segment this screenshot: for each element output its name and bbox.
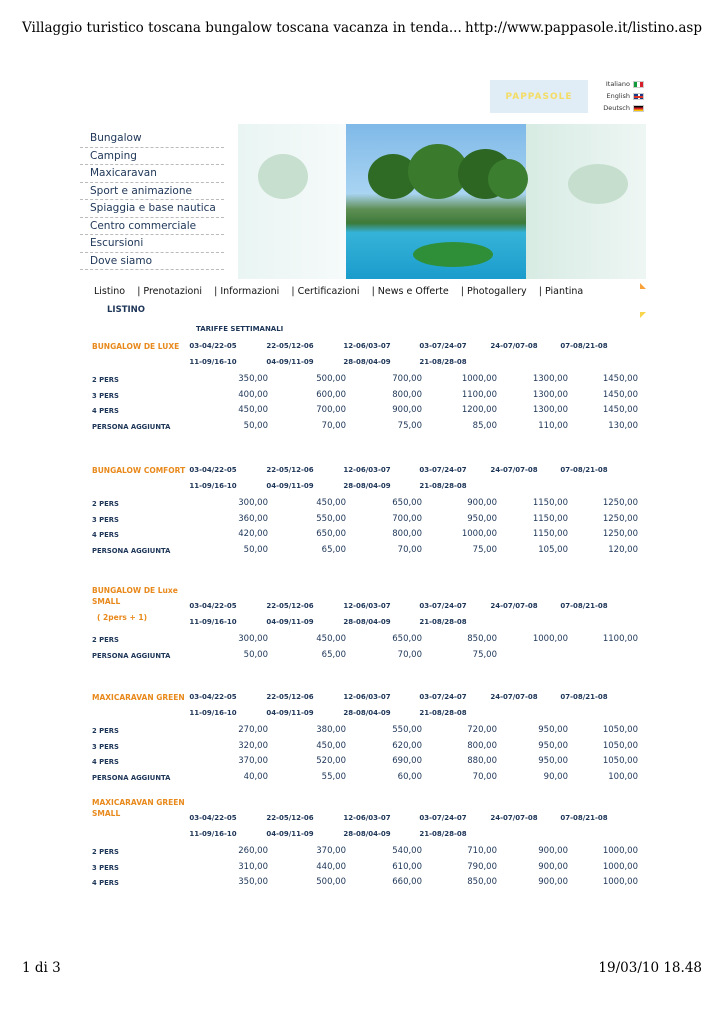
period-header: 21-08/28-08 [419, 618, 467, 626]
table-title: MAXICARAVAN GREEN [92, 693, 185, 702]
row-label: 3 PERS [92, 863, 119, 872]
period-header: 28-08/04-09 [343, 618, 391, 626]
table-subtitle: ( 2pers + 1) [97, 613, 148, 622]
price-cell: 1250,00 [602, 513, 638, 524]
price-cell: 1050,00 [602, 740, 638, 751]
language-english[interactable] [607, 92, 644, 100]
period-header: 11-09/16-10 [189, 358, 237, 366]
sidebar-item-bungalow[interactable]: Bungalow [80, 130, 224, 148]
price-cell: 1150,00 [532, 529, 568, 539]
sidebar-menu [80, 130, 224, 270]
period-header: 11-09/16-10 [189, 830, 237, 838]
sidebar-item-camping[interactable]: Camping [80, 148, 224, 166]
price-cell: 950,00 [538, 756, 568, 766]
period-header: 24-07/07-08 [490, 466, 538, 474]
site-logo[interactable] [490, 80, 588, 113]
period-header: 11-09/16-10 [189, 482, 237, 490]
print-header [22, 20, 702, 40]
period-header: 04-09/11-09 [266, 709, 314, 717]
sidebar-item-dove-siamo[interactable]: Dove siamo [80, 253, 224, 271]
sidebar-item-escursioni[interactable]: Escursioni [80, 235, 224, 253]
sidebar-item-sport[interactable]: Sport e animazione [80, 183, 224, 201]
price-cell: 1150,00 [532, 513, 568, 524]
price-cell: 75,00 [397, 420, 422, 431]
period-header: 03-04/22-05 [189, 602, 237, 610]
period-header: 21-08/28-08 [419, 482, 467, 490]
sidebar-item-maxicaravan[interactable]: Maxicaravan [80, 165, 224, 183]
price-cell: 65,00 [321, 544, 346, 555]
row-label: 4 PERS [92, 407, 119, 415]
price-cell: 300,00 [238, 498, 268, 508]
language-label: Italiano [605, 80, 630, 88]
period-header: 21-08/28-08 [419, 830, 467, 838]
price-cell: 300,00 [238, 634, 268, 644]
row-label: 2 PERS [92, 376, 119, 384]
period-header: 07-08/21-08 [560, 693, 608, 701]
nav-prenotazioni[interactable]: Prenotazioni [143, 286, 203, 297]
top-nav [94, 286, 583, 297]
price-cell: 700,00 [316, 405, 346, 415]
period-header: 22-05/12-06 [266, 342, 314, 350]
nav-separator: | [291, 286, 295, 297]
price-cell: 55,00 [321, 771, 346, 782]
period-header: 22-05/12-06 [266, 466, 314, 474]
corner-decoration [640, 283, 646, 289]
price-cell: 50,00 [243, 649, 268, 660]
price-cell: 650,00 [392, 634, 422, 644]
period-header: 12-06/03-07 [343, 814, 391, 822]
price-cell: 320,00 [238, 740, 268, 751]
period-header: 03-07/24-07 [419, 814, 467, 822]
section-title: LISTINO [107, 305, 146, 315]
period-header: 03-04/22-05 [189, 342, 237, 350]
price-cell: 70,00 [397, 649, 422, 660]
price-cell: 720,00 [467, 725, 497, 735]
price-cell: 1150,00 [532, 498, 568, 508]
period-header: 12-06/03-07 [343, 342, 391, 350]
logo-mark: PAPPASOLE [505, 91, 573, 102]
price-cell: 650,00 [316, 529, 346, 539]
sidebar-item-centro-commerciale[interactable]: Centro commerciale [80, 218, 224, 236]
price-cell: 440,00 [316, 861, 346, 872]
price-cell: 1200,00 [461, 405, 497, 415]
nav-separator: | [137, 286, 141, 297]
print-datetime: 19/03/10 18.48 [598, 960, 702, 976]
price-cell: 550,00 [392, 725, 422, 735]
price-cell: 350,00 [238, 877, 268, 887]
price-cell: 500,00 [316, 877, 346, 887]
price-cell: 370,00 [316, 846, 346, 856]
period-header: 11-09/16-10 [189, 709, 237, 717]
period-header: 07-08/21-08 [560, 602, 608, 610]
print-footer [22, 960, 702, 980]
price-cell: 360,00 [238, 513, 268, 524]
price-cell: 650,00 [392, 498, 422, 508]
row-label: 2 PERS [92, 500, 119, 508]
weekly-rates-label: TARIFFE SETTIMANALI [196, 325, 284, 333]
row-label: PERSONA AGGIUNTA [92, 651, 171, 660]
nav-separator: | [214, 286, 218, 297]
price-cell: 110,00 [538, 420, 568, 431]
period-header: 07-08/21-08 [560, 466, 608, 474]
price-cell: 75,00 [472, 649, 497, 660]
price-cell: 620,00 [392, 740, 422, 751]
price-cell: 900,00 [538, 877, 568, 887]
price-cell: 70,00 [397, 544, 422, 555]
language-label: Deutsch [603, 104, 630, 112]
period-header: 03-07/24-07 [419, 602, 467, 610]
table-title: BUNGALOW DE Luxe SMALL [92, 586, 178, 606]
price-cell: 105,00 [538, 544, 568, 555]
price-cell: 1250,00 [602, 529, 638, 539]
period-header: 03-07/24-07 [419, 693, 467, 701]
price-cell: 1450,00 [602, 405, 638, 415]
price-cell: 880,00 [467, 756, 497, 766]
row-label: PERSONA AGGIUNTA [92, 773, 171, 782]
period-header: 22-05/12-06 [266, 814, 314, 822]
period-header: 04-09/11-09 [266, 358, 314, 366]
price-cell: 70,00 [472, 771, 497, 782]
price-cell: 310,00 [238, 861, 268, 872]
nav-certificazioni[interactable]: Certificazioni [297, 286, 360, 297]
price-cell: 1000,00 [602, 861, 638, 872]
price-cell: 350,00 [238, 374, 268, 384]
row-label: 3 PERS [92, 742, 119, 751]
table-title: BUNGALOW COMFORT [92, 466, 186, 475]
price-cell: 800,00 [467, 740, 497, 751]
price-cell: 1000,00 [461, 529, 497, 539]
price-cell: 850,00 [467, 877, 497, 887]
header-photo [238, 124, 646, 279]
price-cell: 450,00 [316, 498, 346, 508]
price-cell: 1000,00 [602, 846, 638, 856]
print-url[interactable]: http://www.pappasole.it/listino.asp [465, 20, 702, 36]
period-header: 03-07/24-07 [419, 342, 467, 350]
price-cell: 450,00 [238, 405, 268, 415]
price-cell: 1250,00 [602, 498, 638, 508]
it-flag-icon [633, 81, 644, 88]
period-header: 28-08/04-09 [343, 358, 391, 366]
period-header: 21-08/28-08 [419, 709, 467, 717]
row-label: 4 PERS [92, 879, 119, 887]
nav-separator: | [538, 286, 542, 297]
period-header: 04-09/11-09 [266, 830, 314, 838]
language-label: English [606, 92, 630, 100]
row-label: 4 PERS [92, 758, 119, 766]
language-deutsch[interactable] [603, 104, 644, 112]
price-cell: 1050,00 [602, 725, 638, 735]
price-cell: 1100,00 [602, 634, 638, 644]
period-header: 03-04/22-05 [189, 466, 237, 474]
row-label: 4 PERS [92, 531, 119, 539]
language-italiano[interactable] [606, 80, 644, 88]
price-cell: 1100,00 [461, 389, 497, 400]
price-cell: 450,00 [316, 634, 346, 644]
period-header: 22-05/12-06 [266, 602, 314, 610]
table-title: BUNGALOW DE LUXE [92, 342, 180, 351]
price-cell: 85,00 [472, 420, 497, 431]
period-header: 04-09/11-09 [266, 618, 314, 626]
price-cell: 1000,00 [461, 374, 497, 384]
price-cell: 60,00 [397, 771, 422, 782]
price-cell: 1300,00 [532, 405, 568, 415]
period-header: 28-08/04-09 [343, 830, 391, 838]
price-cell: 700,00 [392, 513, 422, 524]
price-cell: 700,00 [392, 374, 422, 384]
period-header: 24-07/07-08 [490, 814, 538, 822]
page-number: 1 di 3 [22, 960, 61, 976]
price-cell: 900,00 [392, 405, 422, 415]
price-cell: 370,00 [238, 756, 268, 766]
nav-separator: | [460, 286, 464, 297]
row-label: 3 PERS [92, 515, 119, 524]
price-cell: 710,00 [467, 846, 497, 856]
price-cell: 520,00 [316, 756, 346, 766]
price-cell: 500,00 [316, 374, 346, 384]
row-label: PERSONA AGGIUNTA [92, 546, 171, 555]
price-cell: 420,00 [238, 529, 268, 539]
period-header: 22-05/12-06 [266, 693, 314, 701]
table-title: MAXICARAVAN GREEN SMALL [92, 798, 185, 818]
price-cell: 660,00 [392, 877, 422, 887]
period-header: 12-06/03-07 [343, 693, 391, 701]
price-cell: 800,00 [392, 389, 422, 400]
sidebar-item-spiaggia[interactable]: Spiaggia e base nautica [80, 200, 224, 218]
price-cell: 950,00 [467, 513, 497, 524]
nav-informazioni[interactable]: Informazioni [220, 286, 280, 297]
price-cell: 690,00 [392, 756, 422, 766]
period-header: 21-08/28-08 [419, 358, 467, 366]
row-label: 2 PERS [92, 848, 119, 856]
price-cell: 610,00 [392, 861, 422, 872]
price-cell: 380,00 [316, 725, 346, 735]
row-label: 3 PERS [92, 391, 119, 400]
period-header: 04-09/11-09 [266, 482, 314, 490]
de-flag-icon [633, 105, 644, 112]
period-header: 24-07/07-08 [490, 602, 538, 610]
price-cell: 550,00 [316, 513, 346, 524]
uk-flag-icon [633, 93, 644, 100]
period-header: 03-07/24-07 [419, 466, 467, 474]
price-cell: 50,00 [243, 420, 268, 431]
row-label: PERSONA AGGIUNTA [92, 422, 171, 431]
nav-separator: | [371, 286, 375, 297]
price-cell: 70,00 [321, 420, 346, 431]
price-cell: 600,00 [316, 389, 346, 400]
price-cell: 790,00 [467, 861, 497, 872]
period-header: 03-04/22-05 [189, 693, 237, 701]
row-label: 2 PERS [92, 636, 119, 644]
price-cell: 900,00 [538, 861, 568, 872]
price-cell: 65,00 [321, 649, 346, 660]
price-cell: 120,00 [608, 544, 638, 555]
price-cell: 450,00 [316, 740, 346, 751]
price-cell: 900,00 [467, 498, 497, 508]
period-header: 12-06/03-07 [343, 602, 391, 610]
period-header: 28-08/04-09 [343, 482, 391, 490]
price-cell: 260,00 [238, 846, 268, 856]
price-cell: 90,00 [543, 771, 568, 782]
price-cell: 1050,00 [602, 756, 638, 766]
price-cell: 40,00 [243, 771, 268, 782]
period-header: 11-09/16-10 [189, 618, 237, 626]
price-cell: 540,00 [392, 846, 422, 856]
nav-photogallery[interactable]: Photogallery [467, 286, 527, 297]
price-cell: 1000,00 [602, 877, 638, 887]
price-cell: 100,00 [608, 771, 638, 782]
price-cell: 270,00 [238, 725, 268, 735]
price-cell: 50,00 [243, 544, 268, 555]
price-cell: 1300,00 [532, 374, 568, 384]
price-cell: 1000,00 [532, 634, 568, 644]
price-cell: 75,00 [472, 544, 497, 555]
price-cell: 1300,00 [532, 389, 568, 400]
price-cell: 1450,00 [602, 389, 638, 400]
period-header: 03-04/22-05 [189, 814, 237, 822]
price-cell: 900,00 [538, 846, 568, 856]
price-cell: 950,00 [538, 740, 568, 751]
price-cell: 1450,00 [602, 374, 638, 384]
price-cell: 950,00 [538, 725, 568, 735]
period-header: 24-07/07-08 [490, 693, 538, 701]
period-header: 07-08/21-08 [560, 814, 608, 822]
price-cell: 400,00 [238, 389, 268, 400]
nav-news-offerte[interactable]: News e Offerte [377, 286, 449, 297]
row-label: 2 PERS [92, 727, 119, 735]
nav-piantina[interactable]: Piantina [544, 286, 584, 297]
period-header: 24-07/07-08 [490, 342, 538, 350]
nav-listino[interactable]: Listino [94, 286, 126, 297]
print-title: Villaggio turistico toscana bungalow toscana vacanza in tenda... [22, 20, 462, 36]
period-header: 07-08/21-08 [560, 342, 608, 350]
corner-decoration [640, 312, 646, 318]
price-cell: 850,00 [467, 634, 497, 644]
price-cell: 800,00 [392, 529, 422, 539]
period-header: 28-08/04-09 [343, 709, 391, 717]
period-header: 12-06/03-07 [343, 466, 391, 474]
price-cell: 130,00 [608, 420, 638, 431]
